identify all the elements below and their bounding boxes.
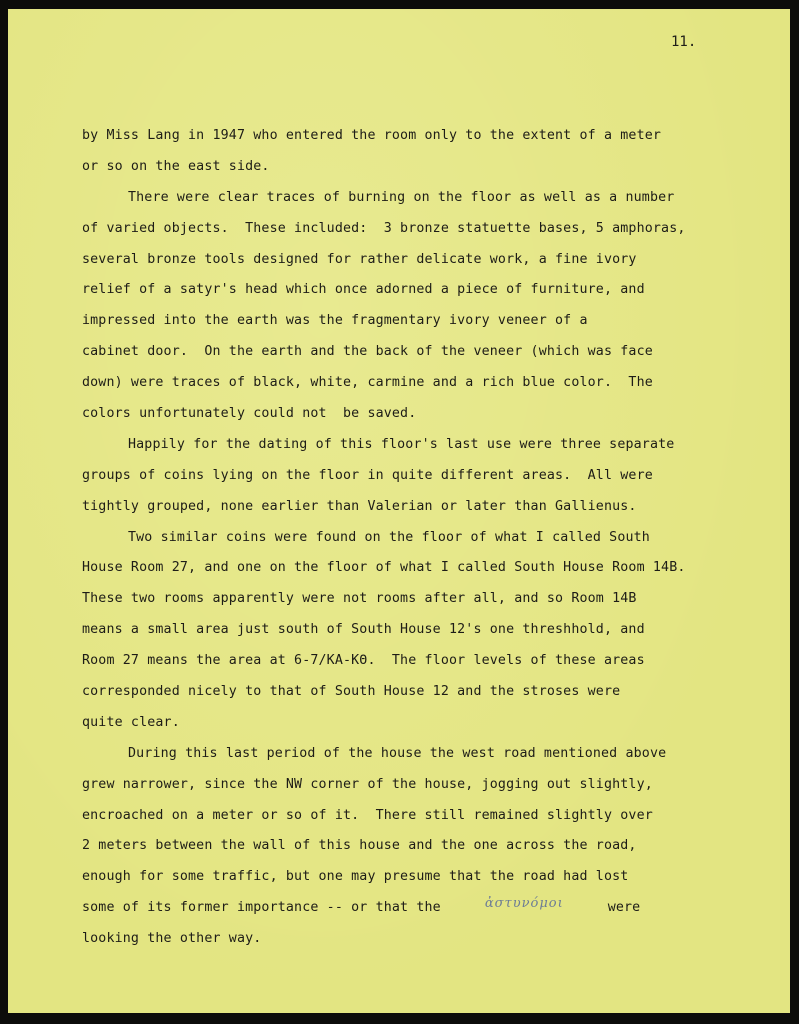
- text-line: These two rooms apparently were not rooms after all, and so Room 14B: [82, 591, 637, 607]
- text-line: looking the other way.: [82, 931, 262, 947]
- text-line: by Miss Lang in 1947 who entered the room only to the extent of a meter: [82, 128, 662, 143]
- text-line: tightly grouped, none earlier than Valerian or later than Gallienus.: [82, 498, 637, 514]
- handwritten-greek-word: ἀστυνόμοι: [484, 896, 564, 912]
- text-line: House Room 27, and one on the floor of what I called South House Room 14B.: [82, 560, 686, 576]
- text-fragment: were: [607, 900, 641, 916]
- typewritten-page: [8, 9, 790, 1013]
- text-line: grew narrower, since the NW corner of the house, jogging out slightly,: [82, 776, 653, 792]
- text-line: Two similar coins were found on the floor of what I called South: [128, 529, 650, 545]
- text-line: There were clear traces of burning on the floor as well as a number: [128, 189, 675, 205]
- text-line: means a small area just south of South House 12's one threshhold, and: [82, 622, 645, 638]
- body-text: [82, 121, 782, 955]
- text-line: quite clear.: [82, 714, 180, 730]
- text-line: down) were traces of black, white, carmine and a rich blue color. The: [82, 375, 653, 391]
- text-line: During this last period of the house the west road mentioned above: [128, 745, 667, 761]
- text-line: 2 meters between the wall of this house and the one across the road,: [82, 838, 637, 854]
- text-line: groups of coins lying on the floor in quite different areas. All were: [82, 467, 653, 483]
- text-line: corresponded nicely to that of South House 12 and the stroses were: [82, 684, 621, 700]
- text-line: of varied objects. These included: 3 bronze statuette bases, 5 amphoras,: [82, 220, 686, 236]
- text-line: Room 27 means the area at 6-7/KA-KΘ. The floor levels of these areas: [82, 653, 645, 669]
- text-line: encroached on a meter or so of it. There still remained slightly over: [82, 807, 653, 823]
- text-line: Happily for the dating of this floor's last use were three separate: [128, 436, 675, 452]
- page-number: 11.: [671, 34, 697, 50]
- text-line: or so on the east side.: [82, 158, 270, 174]
- text-line: cabinet door. On the earth and the back of the veneer (which was face: [82, 344, 653, 360]
- text-fragment: some of its former importance -- or that the: [82, 900, 441, 916]
- text-line: enough for some traffic, but one may presume that the road had lost: [82, 869, 629, 885]
- text-line: impressed into the earth was the fragmentary ivory veneer of a: [82, 313, 588, 329]
- text-line-with-handwriting: [82, 893, 782, 924]
- text-line: several bronze tools designed for rather delicate work, a fine ivory: [82, 251, 637, 267]
- text-line: relief of a satyr's head which once adorned a piece of furniture, and: [82, 282, 645, 298]
- text-line: colors unfortunately could not be saved.: [82, 406, 417, 422]
